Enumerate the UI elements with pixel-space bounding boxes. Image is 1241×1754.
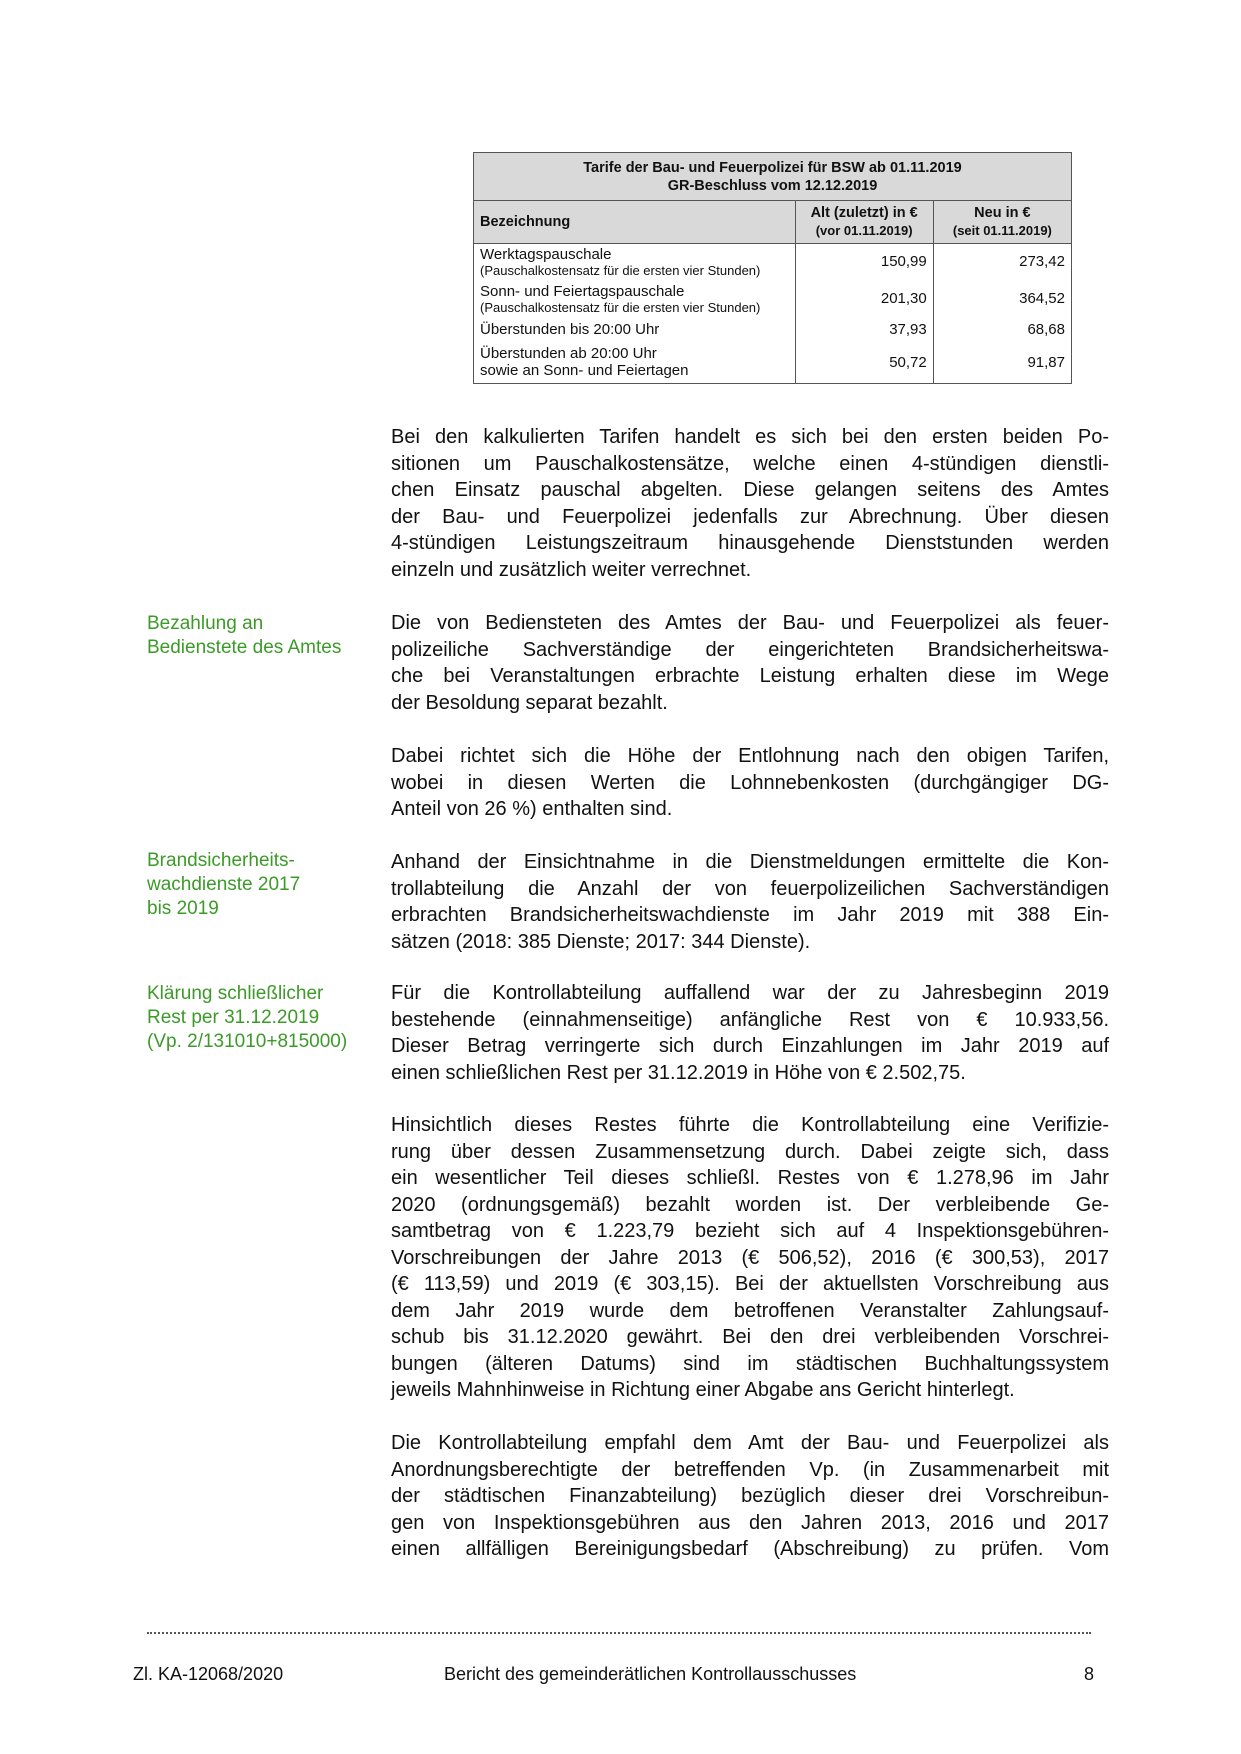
table-title: Tarife der Bau- und Feuerpolizei für BSW ab 01.11.2019 GR-Beschluss vom 12.12.2019 — [474, 153, 1072, 201]
sidenote-payment: Bezahlung an Bedienstete des Amtes — [147, 613, 342, 658]
column-header-label: Bezeichnung — [474, 201, 796, 244]
paragraph-tariff-explanation: Bei den kalkulierten Tarifen handelt es sich bei den ersten beiden Po- sitionen um Pauschalkostensätze, welche einen 4-stündigen dienstli- chen Einsatz pauschal abgelten. Diese gelangen seitens des Amtes der Bau- und Feuerpolizei jedenfalls zur Abrechnung. Über diesen 4-stündigen Leistungszeitraum hinausgehende Dienststunden werden einzeln und zusätzlich weiter verrechnet. — [391, 426, 1109, 581]
paragraph-wages: Dabei richtet sich die Höhe der Entlohnung nach den obigen Tarifen, wobei in diesen Werten die Lohnnebenkosten (durchgängiger DG- Anteil von 26 %) enthalten sind. — [391, 745, 1109, 820]
paragraph-recommendation: Die Kontrollabteilung empfahl dem Amt der Bau- und Feuerpolizei als Anordnungsberechtigte der betreffenden Vp. (in Zusammenarbeit mit der städtischen Finanzabteilung) bezüglich dieser drei Vorschreibun- gen von Inspektionsgebühren aus den Jahren 2013, 2016 und 2017 einen allfälligen Bereinigungsbedarf (Abschreibung) zu prüfen. Vom — [391, 1432, 1109, 1560]
footer-dotted-rule — [147, 1632, 1091, 1634]
footer-reference: Zl. KA-12068/2020 — [133, 1664, 284, 1684]
table-row: Überstunden ab 20:00 Uhr sowie an Sonn- und Feiertagen 50,72 91,87 — [474, 342, 1072, 384]
table-row: Werktagspauschale (Pauschalkostensatz für die ersten vier Stunden) 150,99 273,42 — [474, 244, 1072, 280]
sidenote-remainder: Klärung schließlicher Rest per 31.12.2019 (Vp. 2/131010+815000) — [147, 983, 348, 1052]
paragraph-verification: Hinsichtlich dieses Restes führte die Kontrollabteilung eine Verifizie- rung über dessen Zusammensetzung durch. Dabei zeigte sich, dass ein wesentlicher Teil dieses schließl. Restes von € 1.278,96 im Jahr 2020 (ordnungsgemäß) bezahlt worden ist. Der verbleibende Ge- samtbetrag von € 1.223,79 bezieht sich auf 4 Inspektionsgebühren- Vorschreibungen der Jahre 2013 (€ 506,52), 2016 (€ 300,53), 2017 (€ 113,59) und 2019 (€ 303,15). Bei der aktuellsten Vorschreibung aus dem Jahr 2019 wurde dem betroffenen Veranstalter Zahlungsauf- schub bis 31.12.2020 gewährt. Bei den drei verbleibenden Vorschrei- bungen (älteren Datums) sind im städtischen Buchhaltungssystem jeweils Mahnhinweise in Richtung einer Abgabe ans Gericht hinterlegt. — [391, 1114, 1109, 1401]
page-number: 8 — [1084, 1664, 1095, 1684]
paragraph-fire-watch: Anhand der Einsichtnahme in die Dienstmeldungen ermittelte die Kon- trollabteilung die Anzahl der von feuerpolizeilichen Sachverständigen erbrachten Brandsicherheitswachdienste im Jahr 2019 mit 388 Ein- sätzen (2018: 385 Dienste; 2017: 344 Dienste). — [391, 851, 1109, 953]
footer-title: Bericht des gemeinderätlichen Kontrollausschusses — [444, 1664, 857, 1684]
table-row: Sonn- und Feiertagspauschale (Pauschalkostensatz für die ersten vier Stunden) 201,30 364,52 — [474, 280, 1072, 318]
paragraph-remainder: Für die Kontrollabteilung auffallend war der zu Jahresbeginn 2019 bestehende (einnahmenseitige) anfängliche Rest von € 10.933,56. Dieser Betrag verringerte sich durch Einzahlungen im Jahr 2019 auf einen schließlichen Rest per 31.12.2019 in Höhe von € 2.502,75. — [391, 982, 1109, 1084]
paragraph-payment: Die von Bediensteten des Amtes der Bau- und Feuerpolizei als feuer- polizeiliche Sachverständige der eingerichteten Brandsicherheitswa- che bei Veranstaltungen erbrachte Leistung erhalten diese im Wege der Besoldung separat bezahlt. — [391, 612, 1109, 714]
tariff-table — [473, 152, 1072, 384]
column-header-old: Alt (zuletzt) in € (vor 01.11.2019) — [795, 201, 933, 244]
column-header-new: Neu in € (seit 01.11.2019) — [933, 201, 1071, 244]
table-row: Überstunden bis 20:00 Uhr 37,93 68,68 — [474, 318, 1072, 342]
sidenote-fire-watch: Brandsicherheits- wachdienste 2017 bis 2019 — [147, 850, 301, 919]
